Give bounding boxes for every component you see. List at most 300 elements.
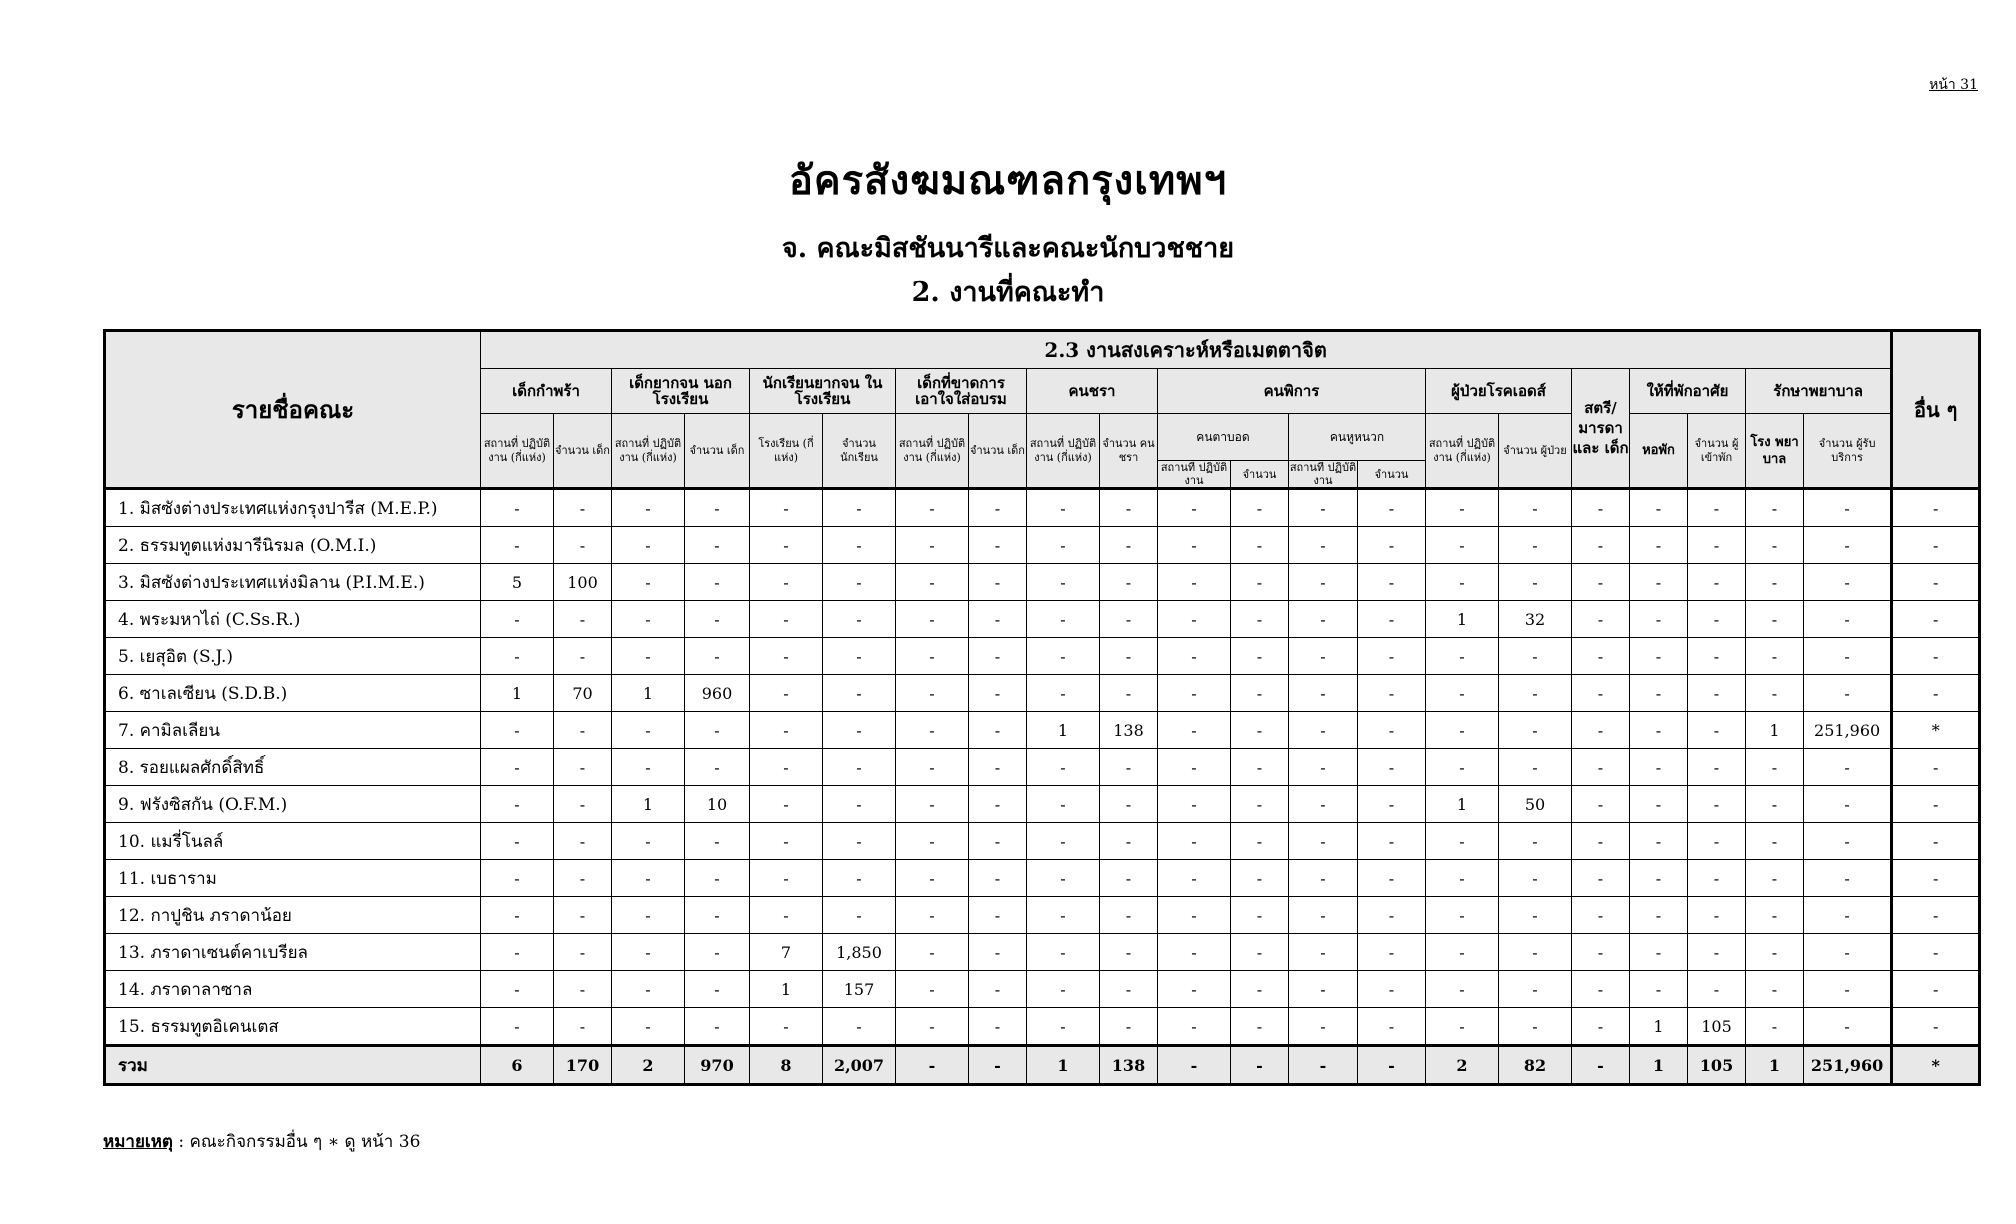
- table-cell: -: [1499, 897, 1572, 934]
- table-cell: -: [1289, 823, 1358, 860]
- congregation-name: 14. ภราดาลาซาล: [105, 971, 481, 1008]
- table-cell: -: [685, 638, 750, 675]
- table-cell: -: [685, 601, 750, 638]
- table-row: [105, 564, 1980, 601]
- table-cell: -: [896, 712, 969, 749]
- table-cell: -: [1892, 1008, 1980, 1046]
- table-cell: 1: [1426, 601, 1499, 638]
- table-cell: -: [1688, 601, 1746, 638]
- table-cell: 1,850: [823, 934, 896, 971]
- table-cell: -: [1426, 675, 1499, 712]
- table-cell: -: [896, 601, 969, 638]
- table-cell: -: [1688, 527, 1746, 564]
- table-cell: -: [1426, 712, 1499, 749]
- table-cell: 1: [481, 675, 554, 712]
- table-cell: 8: [750, 1046, 823, 1085]
- sub-deaf: คนหูหนวก: [1289, 414, 1426, 461]
- table-cell: -: [1746, 786, 1804, 823]
- total-label: รวม: [105, 1046, 481, 1085]
- table-cell: -: [1892, 601, 1980, 638]
- table-cell: -: [1572, 1008, 1630, 1046]
- table-cell: -: [1630, 564, 1688, 601]
- table-cell: -: [750, 489, 823, 527]
- page-title: อัครสังฆมณฑลกรุงเทพฯ: [788, 157, 1228, 204]
- table-cell: -: [1289, 1046, 1358, 1085]
- table-cell: -: [969, 971, 1027, 1008]
- table-cell: -: [1688, 564, 1746, 601]
- table-cell: -: [1027, 897, 1100, 934]
- sub-patients: จำนวน ผู้ป่วย: [1499, 414, 1572, 489]
- table-cell: -: [1100, 489, 1158, 527]
- table-cell: -: [1804, 971, 1892, 1008]
- table-row: [105, 638, 1980, 675]
- table-cell: -: [554, 934, 612, 971]
- table-cell: -: [1630, 489, 1688, 527]
- table-cell: -: [750, 823, 823, 860]
- table-cell: 251,960: [1804, 712, 1892, 749]
- table-cell: -: [1804, 860, 1892, 897]
- table-cell: -: [1499, 638, 1572, 675]
- table-cell: -: [1746, 1008, 1804, 1046]
- table-cell: -: [1358, 1008, 1426, 1046]
- table-cell: -: [969, 823, 1027, 860]
- footnote-text: : คณะกิจกรรมอื่น ๆ ∗ ดู หน้า 36: [172, 1132, 421, 1152]
- table-cell: -: [554, 638, 612, 675]
- table-cell: -: [1892, 564, 1980, 601]
- group-poor-students: นักเรียนยากจน ในโรงเรียน: [750, 369, 896, 414]
- table-cell: -: [823, 1008, 896, 1046]
- table-cell: -: [823, 823, 896, 860]
- table-cell: -: [481, 786, 554, 823]
- table-row: [105, 712, 1980, 749]
- table-cell: -: [1804, 489, 1892, 527]
- table-cell: 1: [612, 675, 685, 712]
- table-cell: 82: [1499, 1046, 1572, 1085]
- table-cell: -: [1027, 527, 1100, 564]
- table-cell: -: [1572, 786, 1630, 823]
- table-cell: -: [750, 638, 823, 675]
- table-cell: 1: [1630, 1046, 1688, 1085]
- table-cell: -: [896, 1046, 969, 1085]
- sub-count: จำนวน: [1231, 461, 1289, 489]
- table-cell: -: [481, 860, 554, 897]
- table-cell: -: [1358, 860, 1426, 897]
- table-cell: -: [1100, 749, 1158, 786]
- table-cell: -: [750, 527, 823, 564]
- table-cell: -: [1892, 638, 1980, 675]
- table-cell: -: [612, 638, 685, 675]
- table-cell: -: [1231, 971, 1289, 1008]
- table-cell: -: [969, 527, 1027, 564]
- table-cell: -: [1499, 527, 1572, 564]
- table-cell: -: [1358, 489, 1426, 527]
- table-cell: -: [1158, 601, 1231, 638]
- table-cell: -: [1630, 712, 1688, 749]
- table-cell: -: [1746, 564, 1804, 601]
- table-cell: -: [1572, 749, 1630, 786]
- table-cell: -: [1630, 601, 1688, 638]
- table-row: [105, 897, 1980, 934]
- table-cell: -: [554, 823, 612, 860]
- table-cell: -: [1426, 934, 1499, 971]
- table-cell: -: [1688, 638, 1746, 675]
- table-cell: -: [1027, 934, 1100, 971]
- table-cell: -: [481, 712, 554, 749]
- table-cell: -: [1630, 527, 1688, 564]
- table-cell: -: [1426, 527, 1499, 564]
- table-cell: -: [1158, 638, 1231, 675]
- group-disabled: คนพิการ: [1158, 369, 1426, 414]
- table-cell: -: [685, 489, 750, 527]
- table-cell: -: [1804, 527, 1892, 564]
- table-cell: -: [969, 1046, 1027, 1085]
- table-cell: 138: [1100, 1046, 1158, 1085]
- table-cell: -: [1499, 749, 1572, 786]
- table-cell: -: [1158, 564, 1231, 601]
- table-cell: -: [1892, 489, 1980, 527]
- table-cell: -: [1358, 712, 1426, 749]
- table-cell: -: [750, 786, 823, 823]
- table-cell: -: [1746, 749, 1804, 786]
- table-cell: -: [750, 1008, 823, 1046]
- table-cell: -: [823, 638, 896, 675]
- table-cell: -: [1158, 1046, 1231, 1085]
- table-cell: -: [1630, 675, 1688, 712]
- table-cell: -: [1746, 897, 1804, 934]
- table-cell: -: [1804, 749, 1892, 786]
- table-cell: -: [1158, 934, 1231, 971]
- table-cell: -: [1358, 749, 1426, 786]
- table-cell: -: [1499, 1008, 1572, 1046]
- table-cell: -: [1358, 934, 1426, 971]
- sub-children: จำนวน เด็ก: [554, 414, 612, 489]
- table-cell: -: [1158, 860, 1231, 897]
- table-cell: -: [1289, 675, 1358, 712]
- table-cell: -: [750, 564, 823, 601]
- table-cell: 2: [1426, 1046, 1499, 1085]
- table-cell: -: [612, 749, 685, 786]
- table-cell: -: [750, 675, 823, 712]
- table-cell: -: [1630, 971, 1688, 1008]
- table-cell: -: [1630, 897, 1688, 934]
- group-dormitory: ให้ที่พักอาศัย: [1630, 369, 1746, 414]
- table-cell: -: [823, 860, 896, 897]
- table-cell: -: [1499, 860, 1572, 897]
- table-cell: -: [1027, 749, 1100, 786]
- table-cell: -: [612, 712, 685, 749]
- table-cell: -: [969, 897, 1027, 934]
- table-cell: -: [823, 897, 896, 934]
- table-cell: -: [1426, 564, 1499, 601]
- table-cell: -: [1688, 934, 1746, 971]
- table-cell: 105: [1688, 1008, 1746, 1046]
- table-cell: -: [1027, 971, 1100, 1008]
- band-header: 2.3 งานสงเคราะห์หรือเมตตาจิต: [481, 331, 1892, 369]
- table-cell: -: [1289, 860, 1358, 897]
- table-cell: -: [1892, 897, 1980, 934]
- table-cell: 138: [1100, 712, 1158, 749]
- table-cell: -: [896, 786, 969, 823]
- sub-place-short: สถานที่ ปฏิบัติงาน: [1158, 461, 1231, 489]
- sub-place: สถานที่ ปฏิบัติงาน (กี่แห่ง): [481, 414, 554, 489]
- table-row: [105, 675, 1980, 712]
- table-cell: -: [1892, 675, 1980, 712]
- table-cell: -: [1289, 971, 1358, 1008]
- table-cell: -: [750, 712, 823, 749]
- table-cell: 251,960: [1804, 1046, 1892, 1085]
- sub-served: จำนวน ผู้รับบริการ: [1804, 414, 1892, 489]
- sub-place: สถานที่ ปฏิบัติงาน (กี่แห่ง): [1027, 414, 1100, 489]
- table-cell: -: [896, 675, 969, 712]
- table-cell: -: [1746, 675, 1804, 712]
- sub-place: สถานที่ ปฏิบัติงาน (กี่แห่ง): [1426, 414, 1499, 489]
- table-cell: 1: [1746, 1046, 1804, 1085]
- table-cell: -: [823, 489, 896, 527]
- table-cell: -: [1630, 638, 1688, 675]
- table-cell: -: [969, 786, 1027, 823]
- table-cell: -: [750, 601, 823, 638]
- table-cell: -: [1100, 1008, 1158, 1046]
- table-cell: -: [1804, 934, 1892, 971]
- table-cell: -: [1804, 897, 1892, 934]
- congregation-name: 11. เบธาราม: [105, 860, 481, 897]
- table-cell: 7: [750, 934, 823, 971]
- sub-count: จำนวน: [1358, 461, 1426, 489]
- table-cell: -: [1572, 489, 1630, 527]
- table-row: [105, 860, 1980, 897]
- table-cell: -: [1572, 971, 1630, 1008]
- table-cell: -: [1892, 527, 1980, 564]
- table-cell: -: [1746, 971, 1804, 1008]
- table-cell: -: [1358, 527, 1426, 564]
- table-cell: -: [896, 897, 969, 934]
- table-cell: -: [969, 601, 1027, 638]
- table-cell: -: [823, 527, 896, 564]
- table-cell: -: [1158, 786, 1231, 823]
- table-cell: -: [1289, 712, 1358, 749]
- table-cell: -: [1289, 749, 1358, 786]
- table-cell: -: [1426, 860, 1499, 897]
- table-cell: *: [1892, 1046, 1980, 1085]
- congregation-name: 5. เยสุอิต (S.J.): [105, 638, 481, 675]
- table-cell: -: [1746, 823, 1804, 860]
- congregation-name: 12. กาปูชิน ภราดาน้อย: [105, 897, 481, 934]
- table-cell: -: [1100, 527, 1158, 564]
- table-cell: -: [1358, 1046, 1426, 1085]
- table-cell: -: [685, 749, 750, 786]
- table-cell: -: [1231, 1046, 1289, 1085]
- table-cell: -: [1358, 638, 1426, 675]
- table-cell: -: [969, 934, 1027, 971]
- table-cell: 1: [1027, 1046, 1100, 1085]
- table-cell: -: [1231, 823, 1289, 860]
- table-cell: -: [1231, 786, 1289, 823]
- table-cell: -: [1027, 564, 1100, 601]
- group-poor-out-of-school: เด็กยากจน นอกโรงเรียน: [612, 369, 750, 414]
- table-cell: -: [1892, 860, 1980, 897]
- table-cell: -: [1688, 489, 1746, 527]
- table-cell: -: [685, 823, 750, 860]
- table-row: [105, 489, 1980, 527]
- table-cell: -: [1572, 712, 1630, 749]
- table-cell: -: [1289, 1008, 1358, 1046]
- congregation-name: 6. ซาเลเซียน (S.D.B.): [105, 675, 481, 712]
- table-cell: -: [1572, 601, 1630, 638]
- sub-elderly-count: จำนวน คนชรา: [1100, 414, 1158, 489]
- table-cell: -: [1426, 897, 1499, 934]
- table-cell: -: [612, 897, 685, 934]
- table-cell: -: [1499, 823, 1572, 860]
- table-cell: -: [1231, 860, 1289, 897]
- table-cell: -: [685, 1008, 750, 1046]
- table-cell: -: [481, 897, 554, 934]
- table-cell: -: [1231, 1008, 1289, 1046]
- table-cell: -: [1572, 897, 1630, 934]
- table-cell: -: [1746, 601, 1804, 638]
- sub-hospital: โรง พยา บาล: [1746, 414, 1804, 489]
- congregation-name: 8. รอยแผลศักดิ์สิทธิ์: [105, 749, 481, 786]
- table-cell: -: [612, 860, 685, 897]
- table-cell: -: [896, 564, 969, 601]
- table-cell: -: [1499, 971, 1572, 1008]
- table-cell: -: [1630, 749, 1688, 786]
- table-cell: -: [1100, 823, 1158, 860]
- table-cell: 960: [685, 675, 750, 712]
- table-cell: -: [1027, 860, 1100, 897]
- table-cell: -: [1688, 675, 1746, 712]
- subsection-subtitle: 2. งานที่คณะทำ: [911, 277, 1105, 308]
- table-row: [105, 1008, 1980, 1046]
- table-cell: -: [685, 860, 750, 897]
- table-cell: -: [1572, 527, 1630, 564]
- section-subtitle: จ. คณะมิสชันนารีและคณะนักบวชชาย: [781, 233, 1235, 264]
- table-cell: -: [1231, 897, 1289, 934]
- table-cell: -: [1746, 860, 1804, 897]
- table-row: [105, 527, 1980, 564]
- table-cell: -: [1630, 934, 1688, 971]
- table-cell: -: [554, 786, 612, 823]
- table-cell: -: [823, 712, 896, 749]
- table-cell: -: [554, 971, 612, 1008]
- table-row: [105, 971, 1980, 1008]
- sub-students: จำนวน นักเรียน: [823, 414, 896, 489]
- table-cell: -: [554, 897, 612, 934]
- table-cell: -: [969, 860, 1027, 897]
- table-cell: -: [554, 712, 612, 749]
- table-cell: -: [1100, 897, 1158, 934]
- table-cell: 2: [612, 1046, 685, 1085]
- table-cell: 105: [1688, 1046, 1746, 1085]
- table-cell: -: [1100, 971, 1158, 1008]
- table-cell: 1: [1746, 712, 1804, 749]
- group-orphans: เด็กกำพร้า: [481, 369, 612, 414]
- table-cell: -: [1158, 675, 1231, 712]
- sub-residents: จำนวน ผู้เข้าพัก: [1688, 414, 1746, 489]
- table-cell: -: [554, 601, 612, 638]
- table-cell: -: [612, 823, 685, 860]
- table-cell: -: [1892, 786, 1980, 823]
- table-cell: -: [896, 749, 969, 786]
- table-cell: -: [969, 1008, 1027, 1046]
- table-cell: -: [896, 971, 969, 1008]
- table-row: [105, 934, 1980, 971]
- table-cell: -: [823, 675, 896, 712]
- table-cell: 1: [1027, 712, 1100, 749]
- table-cell: -: [1289, 897, 1358, 934]
- sub-school: โรงเรียน (กี่แห่ง): [750, 414, 823, 489]
- table-cell: -: [1027, 1008, 1100, 1046]
- table-cell: -: [1499, 489, 1572, 527]
- table-cell: -: [969, 489, 1027, 527]
- table-cell: -: [1572, 564, 1630, 601]
- table-cell: -: [481, 601, 554, 638]
- table-cell: -: [1289, 489, 1358, 527]
- table-cell: -: [1289, 786, 1358, 823]
- congregation-name: 7. คามิลเลียน: [105, 712, 481, 749]
- table-cell: 1: [1426, 786, 1499, 823]
- congregation-name: 15. ธรรมทูตอิเคนเตส: [105, 1008, 481, 1046]
- table-cell: -: [1158, 527, 1231, 564]
- table-row: [105, 749, 1980, 786]
- footnote-label: หมายเหตุ: [103, 1132, 173, 1152]
- table-cell: -: [554, 489, 612, 527]
- table-cell: -: [1231, 749, 1289, 786]
- table-cell: 970: [685, 1046, 750, 1085]
- table-cell: -: [1027, 675, 1100, 712]
- table-cell: -: [1158, 823, 1231, 860]
- table-cell: -: [896, 489, 969, 527]
- table-cell: -: [1499, 712, 1572, 749]
- table-cell: -: [481, 638, 554, 675]
- table-cell: -: [969, 712, 1027, 749]
- table-cell: -: [1100, 564, 1158, 601]
- sub-place-short: สถานที่ ปฏิบัติงาน: [1289, 461, 1357, 487]
- table-cell: -: [685, 897, 750, 934]
- table-cell: -: [1630, 860, 1688, 897]
- table-cell: 2,007: [823, 1046, 896, 1085]
- table-cell: -: [1572, 860, 1630, 897]
- group-medical: รักษาพยาบาล: [1746, 369, 1892, 414]
- table-cell: -: [1499, 934, 1572, 971]
- table-row: [105, 786, 1980, 823]
- page-number: หน้า 31: [1929, 77, 1978, 93]
- table-cell: -: [481, 934, 554, 971]
- table-cell: -: [1804, 823, 1892, 860]
- table-cell: -: [1358, 786, 1426, 823]
- table-cell: -: [1892, 749, 1980, 786]
- sub-dorm-place: หอพัก: [1630, 414, 1688, 489]
- table-cell: -: [1231, 638, 1289, 675]
- table-cell: -: [1572, 675, 1630, 712]
- congregation-name: 1. มิสซังต่างประเทศแห่งกรุงปารีส (M.E.P.): [105, 489, 481, 527]
- table-cell: -: [1572, 1046, 1630, 1085]
- table-cell: -: [1231, 712, 1289, 749]
- table-cell: -: [1892, 934, 1980, 971]
- table-cell: -: [896, 1008, 969, 1046]
- table-cell: -: [554, 1008, 612, 1046]
- table-cell: -: [1100, 786, 1158, 823]
- table-cell: -: [1158, 489, 1231, 527]
- table-cell: -: [685, 712, 750, 749]
- table-cell: -: [1688, 712, 1746, 749]
- table-cell: 157: [823, 971, 896, 1008]
- table-cell: -: [1804, 1008, 1892, 1046]
- table-cell: *: [1892, 712, 1980, 749]
- table-cell: -: [1746, 934, 1804, 971]
- table-cell: -: [685, 527, 750, 564]
- table-cell: -: [1358, 823, 1426, 860]
- table-cell: -: [1158, 971, 1231, 1008]
